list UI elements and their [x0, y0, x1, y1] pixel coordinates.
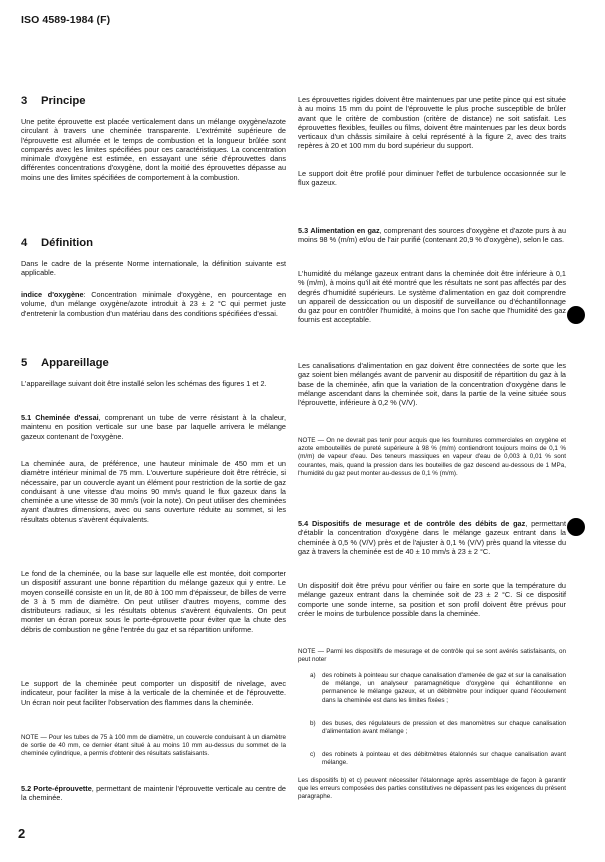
paragraph-5-3-c: Les canalisations d'alimentation en gaz doivent être connectées de sorte que les gaz soient bien mélangés avant de parvenir au dispositif de répartition du gaz à la base de la cheminée, afin que la variation de la concentration d'oxygène dans le mélange ascendant dans la cheminée soit, dans la partie de la veine située sous l'éprouvette, inférieure à 0,2 % (V/V).	[298, 361, 566, 407]
subsection-5-4	[298, 519, 566, 556]
paragraph-5-1-b: La cheminée aura, de préférence, une hauteur minimale de 450 mm et un diamètre intérieur minimal de 75 mm. L'ouverture supérieure doit être rétrécie, si nécessaire, par un couvercle ayant un élément pour restriction de la sortie de gaz conduisant à une vitesse d'au moins 90 mm/s quand le flux gazeux dans la cheminée a une vitesse de 30 mm/s (voir la note). On peut utiliser des cheminées ayant d'autres dimensions, avec ou sans ouverture réduite au sommet, si les résultats obtenus s'avèrent équivalents.	[21, 459, 286, 524]
paragraph-specimen-holder: Les éprouvettes rigides doivent être maintenues par une petite pince qui est située à au moins 15 mm du point de l'éprouvette le plus proche susceptible de brûler avant que le critère de combustion (critère de distance) ne soit satisfait. Les éprouvettes flexibles, feuilles ou films, doivent être maintenues par les deux bords verticaux d'un châssis similaire à celui représenté à la figure 2, avec des traits repères à 20 et 100 mm du bord supérieur du support.	[298, 95, 566, 151]
list-item	[310, 720, 566, 736]
section-title: Appareillage	[41, 357, 109, 369]
list-item-label: b)	[310, 720, 316, 727]
section-3-text: Une petite éprouvette est placée verticalement dans un mélange oxygène/azote circulant à travers une cheminée transparente. L'extrémité supérieure de l'éprouvette est allumée et le temps de combustion et la longueur brûlée sont comparés avec les limites spécifiées pour ces caractéristiques. La concentration minimale d'oxygène est estimée, en essayant une série d'éprouvettes dans différentes concentrations d'oxygène, dont la moitié des éprouvettes dépasse au moins une des limites spécifiées de comportement à la combustion.	[21, 117, 286, 182]
subsection-title: Porte-éprouvette	[33, 784, 92, 793]
subsection-number: 5.3	[298, 226, 309, 235]
paragraph-5-4-b: Un dispositif doit être prévu pour vérifier ou faire en sorte que la température du mélange gazeux entrant dans la cheminée soit de 23 ± 2 °C. Si ce dispositif comporte une sonde interne, sa position et son profil doivent être prévus pour créer le moins de turbulence possible dans la cheminée.	[298, 581, 566, 618]
subsection-text: , permettant de maintenir l'éprouvette verticale au centre de la cheminée.	[21, 784, 286, 803]
subsection-text: , comprenant un tube de verre résistant à la chaleur, maintenu en position verticale sur une base par laquelle arrivera le mélange gazeux contenant de l'oxygène.	[21, 413, 286, 441]
subsection-5-2	[21, 784, 286, 803]
section-title: Définition	[41, 237, 94, 249]
subsection-number: 5.4	[298, 519, 309, 528]
subsection-title: Alimentation en gaz	[310, 226, 380, 235]
subsection-text: , comprenant des sources d'oxygène et d'azote purs à au moins 98 % (m/m) et/ou de l'air purifié (contenant 20,9 % d'oxygène), selon le cas.	[298, 226, 567, 245]
subsection-number: 5.2	[21, 784, 32, 793]
subsection-number: 5.1	[21, 413, 32, 422]
section-5-heading	[21, 357, 286, 370]
subsection-5-3	[298, 226, 566, 245]
section-4-text: Dans le cadre de la présente Norme internationale, la définition suivante est applicable.	[21, 259, 286, 278]
section-5-text: L'appareillage suivant doit être installé selon les schémas des figures 1 et 2.	[21, 379, 267, 388]
subsection-5-1	[21, 413, 286, 441]
note-5-4-end: Les dispositifs b) et c) peuvent nécessiter l'étalonnage après assemblage de façon à garantir que les erreurs composées des parties constitutives ne dépassent pas les exigences du présent paragraphe.	[298, 777, 566, 801]
list-item-label: a)	[310, 672, 316, 679]
page-number: 2	[18, 826, 26, 841]
note-5-4: NOTE — Parmi les dispositifs de mesurage et de contrôle qui se sont avérés satisfaisants, on peut noter	[298, 648, 566, 664]
list-item-text: des buses, des régulateurs de pression et des manomètres sur chaque canalisation d'alimentation avant mélange ;	[322, 720, 566, 736]
paragraph-5-1-c: Le fond de la cheminée, ou la base sur laquelle elle est montée, doit comporter un dispositif assurant une bonne répartition du mélange gazeux qui y entre. Le moyen conseillé consiste en un lit, de 80 à 100 mm d'épaisseur, de billes de verre de 3 à 5 mm de diamètre. On peut utiliser d'autres moyens, comme des distributeurs radiaux, si les résultats obtenus s'avèrent équivalents. On peut monter un écran poreux sous le porte-éprouvette pour éviter que la chute des débris de combustion ne gêne l'entrée du gaz et sa répartition uniforme.	[21, 569, 286, 634]
section-number: 3	[21, 95, 28, 107]
binder-hole-icon	[567, 306, 585, 324]
note-5-3: NOTE — On ne devrait pas tenir pour acquis que les fournitures commerciales en oxygène et azote embouteillés de pureté supérieure à 98 % (m/m) contiendront toujours moins de 0,1 % (m/m) de vapeur d'eau. Des teneurs massiques en vapeur d'eau de 0,003 à 0,01 % sont courantes, mais, quand la pression dans les bouteilles de gaz descend au-dessous de 1 MPa, l'humidité du gaz peut monter au-dessus de 0,1 % (m/m).	[298, 437, 566, 477]
note-5-1: NOTE — Pour les tubes de 75 à 100 mm de diamètre, un couvercle conduisant à un diamètre de sortie de 40 mm, ce dernier étant situé à au moins 10 mm au-dessus du sommet de la cheminée cylindrique, a permis d'obtenir des résultats satisfaisants.	[21, 734, 286, 758]
definition-paragraph	[21, 290, 286, 318]
definition-term: indice d'oxygène	[21, 290, 84, 299]
section-4-heading	[21, 237, 286, 250]
list-item-label: c)	[310, 751, 316, 758]
subsection-text: , permettant d'établir la concentration d'oxygène dans le mélange gazeux entrant dans la cheminée à 0,5 % (V/V) près et de l'ajuster à 0,1 % (V/V) près quand la vitesse du gaz à travers la cheminée est de 40 ± 10 mm/s à 23 ± 2 °C.	[298, 519, 566, 556]
section-number: 4	[21, 237, 28, 249]
list-item-text: des robinets à pointeau sur chaque canalisation d'amenée de gaz et sur la canalisation de mélange, un analyseur paramagnétique d'oxygène qui échantillonne en permanence le mélange gazeux, et un débitmètre pour indiquer quand l'écoulement dans la cheminée est dans les limites fixées ;	[322, 672, 566, 704]
binder-hole-icon	[567, 518, 585, 536]
section-number: 5	[21, 357, 28, 369]
paragraph-support-profile: Le support doit être profilé pour diminuer l'effet de turbulence occasionnée sur le flux gazeux.	[298, 169, 566, 188]
section-3-heading	[21, 95, 286, 108]
list-item	[310, 751, 566, 767]
page-header: ISO 4589-1984 (F)	[21, 14, 111, 26]
paragraph-5-3-b: L'humidité du mélange gazeux entrant dans la cheminée doit être inférieure à 0,1 % (m/m), à moins qu'il ait été montré que les résultats ne sont pas affectés par des degrés d'humidité supérieurs. Le système d'alimentation en gaz doit comprendre un appareil de dessiccation ou un dispositif de surveillance ou d'échantillonnage du gaz pour en contrôler l'humidité, à moins que l'on sache que l'humidité des gaz fournis est acceptable.	[298, 269, 566, 325]
section-title: Principe	[41, 95, 86, 107]
list-item-text: des robinets à pointeau et des débitmètres étalonnés sur chaque canalisation avant mélange.	[322, 751, 566, 767]
paragraph-5-1-d: Le support de la cheminée peut comporter un dispositif de nivelage, avec indicateur, pour faciliter la mise à la verticale de la cheminée et de l'éprouvette. Un écran noir peut faciliter l'observation des flammes dans la cheminée.	[21, 679, 286, 707]
definition-text: : Concentration minimale d'oxygène, en pourcentage en volume, d'un mélange oxygène/azote introduit à 23 ± 2 °C qui permet juste d'entretenir la combustion d'un matériau dans des conditions spécifiées d'essai.	[21, 290, 286, 318]
list-item	[310, 672, 566, 705]
subsection-title: Dispositifs de mesurage et de contrôle des débits de gaz	[311, 519, 526, 528]
subsection-title: Cheminée d'essai	[35, 413, 99, 422]
